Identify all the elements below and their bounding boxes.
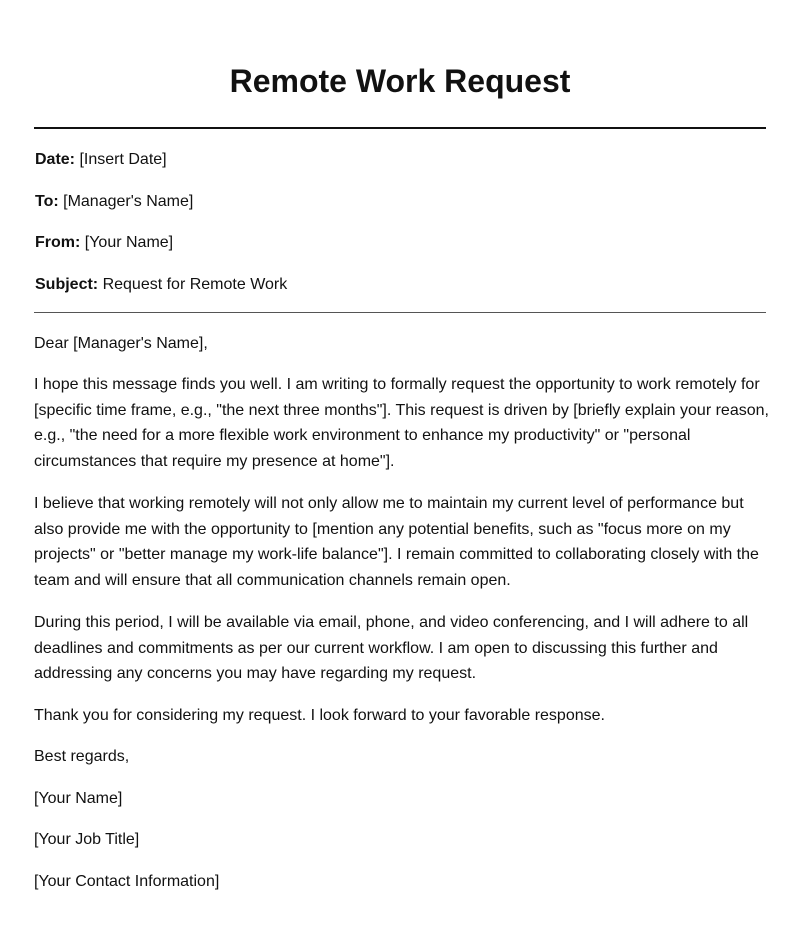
closing: Best regards,: [34, 748, 130, 765]
title-divider: [34, 127, 766, 129]
document-title: Remote Work Request: [229, 63, 571, 99]
from-value: [Your Name]: [80, 234, 174, 251]
header-divider: [34, 312, 766, 313]
to-value: [Manager's Name]: [58, 193, 194, 210]
salutation: Dear [Manager's Name],: [34, 335, 208, 352]
signature-name: [Your Name]: [34, 790, 123, 807]
paragraph-4: Thank you for considering my request. I look forward to your favorable response.: [34, 707, 605, 724]
from-line: [35, 233, 765, 253]
subject-line: [35, 275, 765, 295]
subject-label: Subject:: [35, 276, 99, 293]
date-line: [35, 150, 765, 170]
to-label: To:: [35, 193, 59, 210]
date-value: [Insert Date]: [75, 151, 167, 168]
subject-value: Request for Remote Work: [98, 276, 288, 293]
signature-contact: [Your Contact Information]: [34, 873, 220, 890]
paragraph-1: I hope this message finds you well. I am writing to formally request the opportunity to work remotely for [specific time frame, e.g., "the next three months"]. This request is driven by [briefly explain your reason, e.g., "the need for a more flexible work environment to enhance my productivity" or "personal circumstances that require my presence at home"].: [34, 376, 769, 470]
paragraph-3: During this period, I will be available via email, phone, and video conferencing, and I will adhere to all deadlines and commitments as per our current workflow. I am open to discussing this further and addressing any concerns you may have regarding my request.: [34, 614, 749, 682]
date-label: Date:: [35, 151, 76, 168]
from-label: From:: [35, 234, 81, 251]
signature-job-title: [Your Job Title]: [34, 831, 140, 848]
to-line: [35, 192, 765, 212]
paragraph-2: I believe that working remotely will not only allow me to maintain my current level of performance but also provide me with the opportunity to [mention any potential benefits, such as "focus more on my projects" or "better manage my work-life balance"]. I remain committed to collaborating closely with the team and will ensure that all communication channels remain open.: [34, 495, 759, 589]
